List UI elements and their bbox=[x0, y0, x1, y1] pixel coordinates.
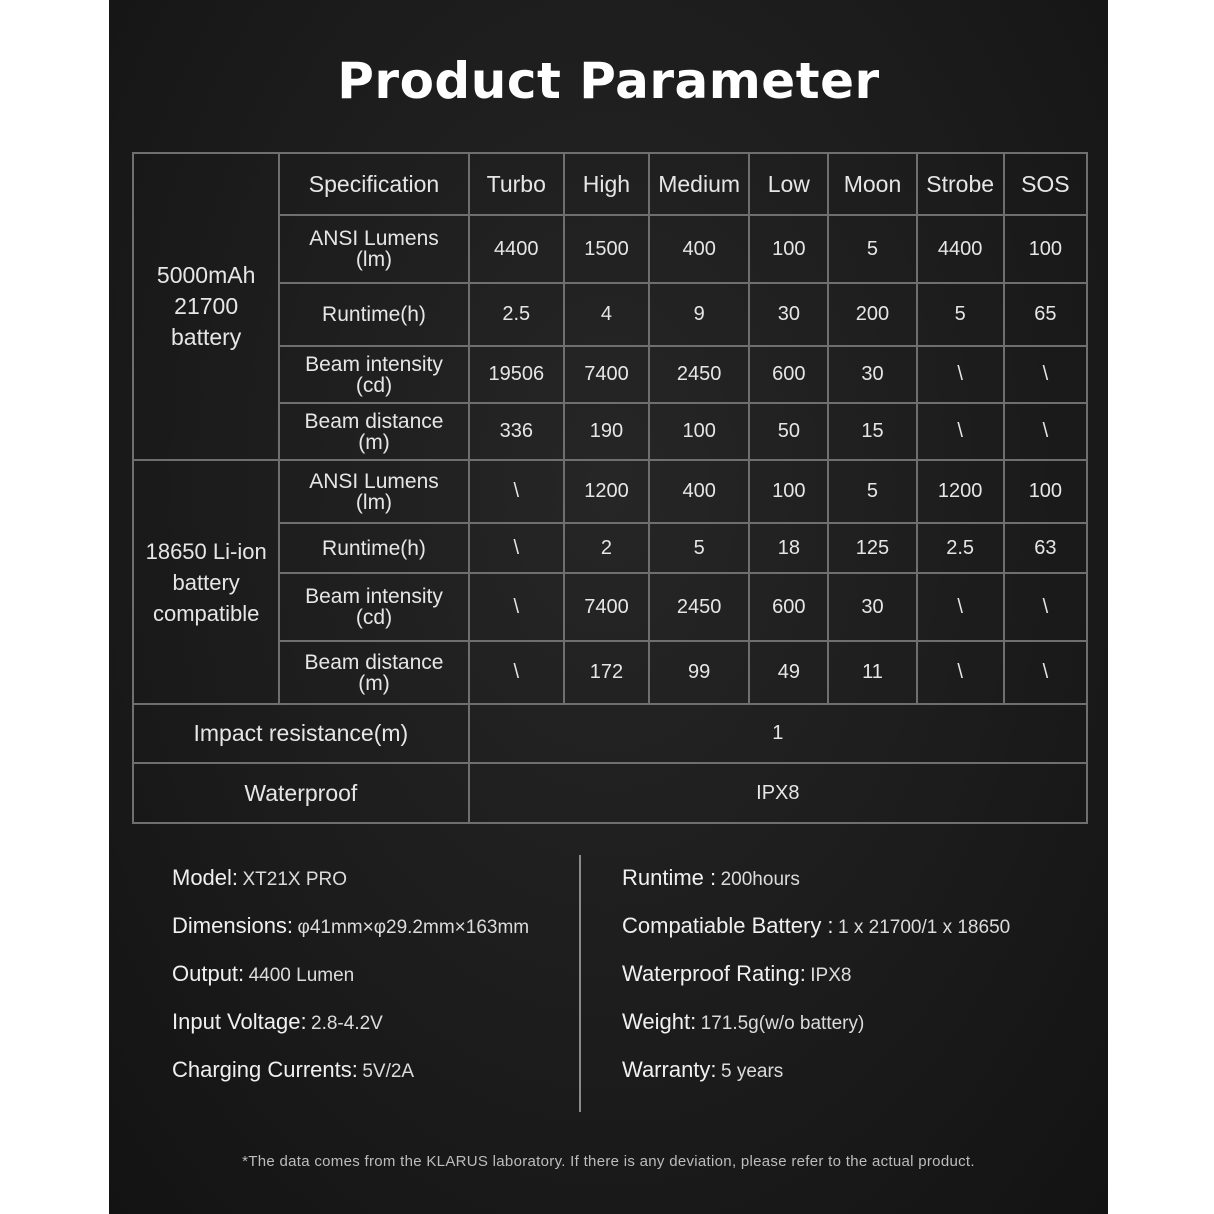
table-cell: 4400 bbox=[917, 215, 1004, 283]
impact-value: 1 bbox=[469, 704, 1087, 763]
table-cell: 11 bbox=[828, 641, 916, 704]
spec-label: Runtime(h) bbox=[279, 283, 468, 346]
table-cell: 18 bbox=[749, 523, 828, 573]
header-turbo: Turbo bbox=[469, 153, 564, 215]
parameter-table bbox=[132, 152, 1088, 824]
header-sos: SOS bbox=[1004, 153, 1087, 215]
spec-label: Beam intensity (cd) bbox=[279, 346, 468, 403]
table-cell: \ bbox=[917, 641, 1004, 704]
spec-model: Model: XT21X PRO bbox=[172, 865, 348, 890]
table-cell: 15 bbox=[828, 403, 916, 460]
table-cell: 100 bbox=[649, 403, 749, 460]
spec-waterproof-rating: Waterproof Rating: IPX8 bbox=[622, 961, 852, 986]
table-cell: 400 bbox=[649, 215, 749, 283]
table-cell: 4400 bbox=[469, 215, 564, 283]
table-cell: 2450 bbox=[649, 573, 749, 641]
table-cell: 190 bbox=[564, 403, 649, 460]
table-cell: \ bbox=[469, 641, 564, 704]
table-cell: 1500 bbox=[564, 215, 649, 283]
spec-label: Runtime(h) bbox=[279, 523, 468, 573]
table-cell: 5 bbox=[828, 460, 916, 523]
spec-label: Beam intensity (cd) bbox=[279, 573, 468, 641]
table-cell: 336 bbox=[469, 403, 564, 460]
spec-input-voltage: Input Voltage: 2.8-4.2V bbox=[172, 1009, 383, 1034]
spec-charging-currents: Charging Currents: 5V/2A bbox=[172, 1057, 415, 1082]
table-cell: 9 bbox=[649, 283, 749, 346]
table-header-row bbox=[133, 153, 1087, 215]
table-cell: 50 bbox=[749, 403, 828, 460]
table-cell: \ bbox=[917, 573, 1004, 641]
impact-row bbox=[133, 704, 1087, 763]
table-cell: 1200 bbox=[917, 460, 1004, 523]
product-parameter-panel bbox=[109, 0, 1108, 1214]
group-label-18650: 18650 Li-ion battery compatible bbox=[133, 460, 279, 704]
header-moon: Moon bbox=[828, 153, 916, 215]
table-cell: 63 bbox=[1004, 523, 1087, 573]
header-high: High bbox=[564, 153, 649, 215]
table-cell: 2.5 bbox=[917, 523, 1004, 573]
impact-label: Impact resistance(m) bbox=[133, 704, 469, 763]
table-cell: \ bbox=[1004, 403, 1087, 460]
table-cell: 7400 bbox=[564, 346, 649, 403]
table-cell: \ bbox=[1004, 573, 1087, 641]
header-strobe: Strobe bbox=[917, 153, 1004, 215]
table-cell: 30 bbox=[749, 283, 828, 346]
table-cell: 19506 bbox=[469, 346, 564, 403]
table-cell: 400 bbox=[649, 460, 749, 523]
table-cell: \ bbox=[917, 346, 1004, 403]
table-cell: 7400 bbox=[564, 573, 649, 641]
table-cell: 100 bbox=[749, 215, 828, 283]
spec-warranty: Warranty: 5 years bbox=[622, 1057, 784, 1082]
table-cell: 5 bbox=[649, 523, 749, 573]
table-cell: 30 bbox=[828, 346, 916, 403]
table-cell: 4 bbox=[564, 283, 649, 346]
page-title: Product Parameter bbox=[337, 52, 880, 110]
table-cell: 30 bbox=[828, 573, 916, 641]
table-cell: 2450 bbox=[649, 346, 749, 403]
table-cell: \ bbox=[917, 403, 1004, 460]
table-cell: 600 bbox=[749, 346, 828, 403]
table-cell: \ bbox=[469, 523, 564, 573]
table-cell: 2.5 bbox=[469, 283, 564, 346]
table-cell: 5 bbox=[917, 283, 1004, 346]
table-cell: 172 bbox=[564, 641, 649, 704]
spec-weight: Weight: 171.5g(w/o battery) bbox=[622, 1009, 865, 1034]
header-low: Low bbox=[749, 153, 828, 215]
column-divider bbox=[579, 855, 581, 1112]
table-cell: \ bbox=[469, 460, 564, 523]
footnote: *The data comes from the KLARUS laboratory. If there is any deviation, please refer to the actual product. bbox=[242, 1153, 975, 1170]
table-cell: 600 bbox=[749, 573, 828, 641]
table-cell: 5 bbox=[828, 215, 916, 283]
table-cell: 99 bbox=[649, 641, 749, 704]
table-cell: 49 bbox=[749, 641, 828, 704]
waterproof-value: IPX8 bbox=[469, 763, 1087, 823]
specs-left-list bbox=[172, 862, 529, 1102]
group-label-21700: 5000mAh 21700 battery bbox=[133, 153, 279, 460]
table-cell: 65 bbox=[1004, 283, 1087, 346]
spec-compatible-battery: Compatiable Battery : 1 x 21700/1 x 18650 bbox=[622, 913, 1011, 938]
specs-right-list bbox=[622, 862, 1010, 1102]
spec-label: Beam distance (m) bbox=[279, 403, 468, 460]
spec-label: ANSI Lumens (lm) bbox=[279, 215, 468, 283]
spec-output: Output: 4400 Lumen bbox=[172, 961, 355, 986]
table-cell: 100 bbox=[1004, 215, 1087, 283]
table-cell: 1200 bbox=[564, 460, 649, 523]
table-cell: 100 bbox=[1004, 460, 1087, 523]
table-cell: \ bbox=[1004, 641, 1087, 704]
table-cell: 200 bbox=[828, 283, 916, 346]
table-cell: 125 bbox=[828, 523, 916, 573]
table-cell: \ bbox=[1004, 346, 1087, 403]
table-row bbox=[133, 460, 1087, 523]
table-cell: 100 bbox=[749, 460, 828, 523]
spec-label: ANSI Lumens (lm) bbox=[279, 460, 468, 523]
spec-dimensions: Dimensions: φ41mm×φ29.2mm×163mm bbox=[172, 913, 530, 938]
header-medium: Medium bbox=[649, 153, 749, 215]
spec-runtime: Runtime : 200hours bbox=[622, 865, 800, 890]
table-cell: 2 bbox=[564, 523, 649, 573]
table-cell: \ bbox=[469, 573, 564, 641]
waterproof-label: Waterproof bbox=[133, 763, 469, 823]
waterproof-row bbox=[133, 763, 1087, 823]
header-specification: Specification bbox=[279, 153, 468, 215]
spec-label: Beam distance (m) bbox=[279, 641, 468, 704]
